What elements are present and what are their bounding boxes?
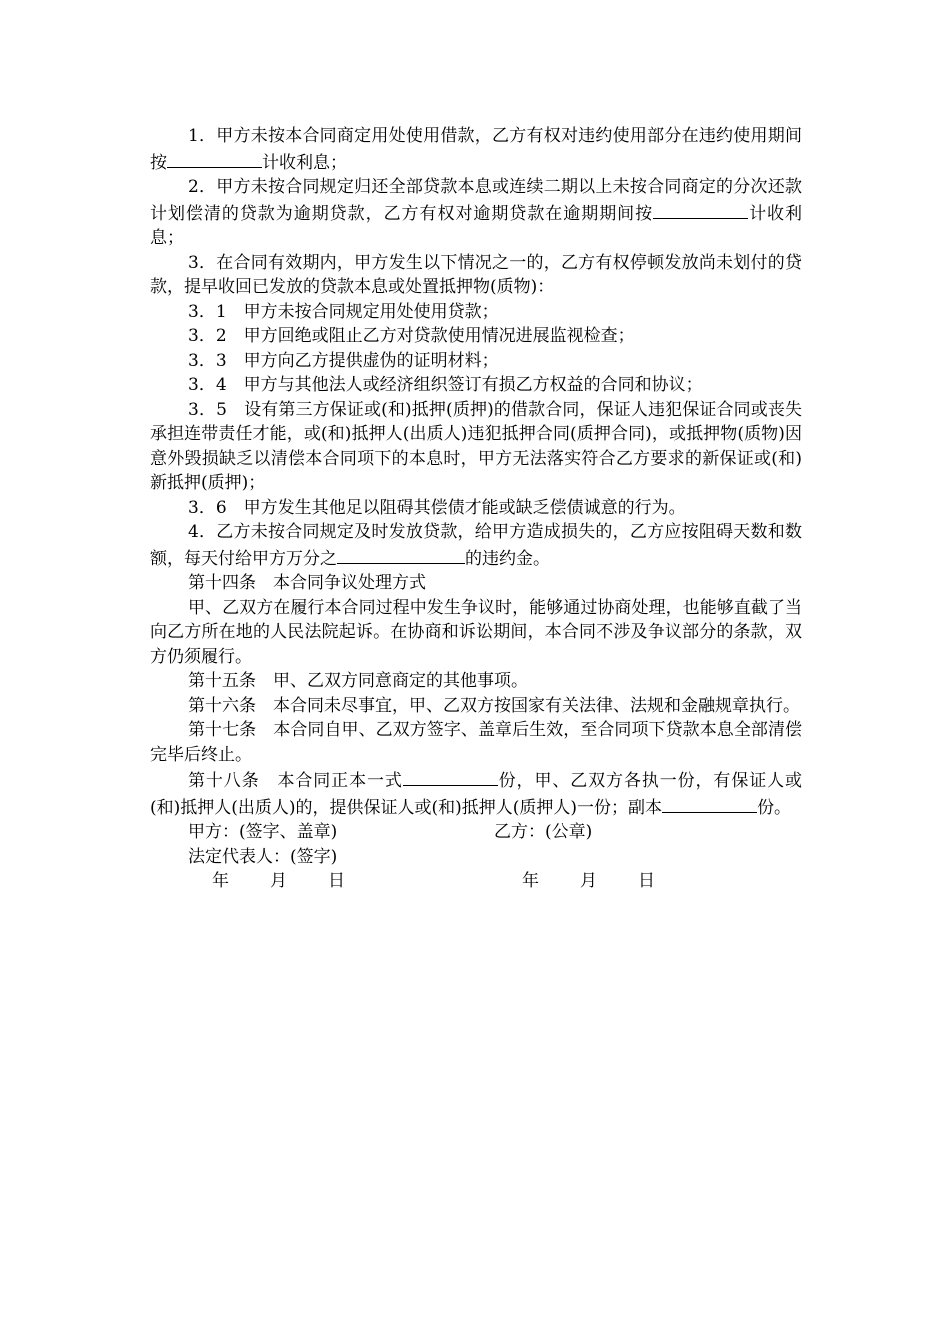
date-a-month: 月 — [270, 871, 287, 891]
date-b-year: 年 — [522, 871, 539, 891]
clause-2-tail: 计收利息； — [150, 203, 803, 248]
clause-3-2: 3．2 甲方回绝或阻止乙方对贷款使用情况进展监视检查； — [188, 326, 635, 346]
article-14-title: 第十四条 本合同争议处理方式 — [188, 573, 426, 593]
clause-3-3: 3．3 甲方向乙方提供虚伪的证明材料； — [188, 350, 499, 371]
date-a-day: 日 — [328, 871, 345, 891]
clause-3-6: 3．6 甲方发生其他足以阻碍其偿债才能或缺乏偿债诚意的行为。 — [188, 497, 686, 518]
clause-1-tail: 计收利息； — [262, 152, 347, 173]
legal-rep-row — [150, 845, 802, 870]
date-b-day: 日 — [638, 871, 655, 891]
article-17: 第十七条 本合同自甲、乙双方签字、盖章后生效，至合同项下贷款本息全部清偿完毕后终止。 — [150, 720, 802, 765]
penalty-blank — [337, 545, 465, 564]
legal-representative: 法定代表人：(签字) — [188, 846, 338, 867]
article-15: 第十五条 甲、乙双方同意商定的其他事项。 — [188, 671, 528, 691]
clause-3-1: 3．1 甲方未按合同规定用处使用贷款； — [188, 301, 499, 322]
party-b-seal: 乙方：(公章) — [494, 822, 593, 842]
contract-page — [150, 124, 802, 894]
clause-3: 3．在合同有效期内，甲方发生以下情况之一的，乙方有权停顿发放尚未划付的贷款，提早收回已发放的贷款本息或处置抵押物(质物)： — [150, 252, 802, 297]
clause-1 — [150, 124, 802, 175]
date-b-month: 月 — [580, 871, 597, 891]
rate-blank — [653, 200, 748, 219]
clause-4-text: 4．乙方未按合同规定及时发放贷款，给甲方造成损失的，乙方应按阻碍天数和数额，每天付给甲方万分之 — [150, 522, 802, 569]
party-a-signature: 甲方：(签字、盖章) — [188, 822, 338, 842]
clause-4 — [150, 520, 802, 571]
clause-4-tail: 的违约金。 — [465, 548, 550, 569]
article-14-body: 甲、乙双方在履行本合同过程中发生争议时，能够通过协商处理，也能够直截了当向乙方所在地的人民法院起诉。在协商和诉讼期间，本合同不涉及争议部分的条款，双方仍须履行。 — [150, 597, 802, 667]
article-18-mid: 份，甲、乙双方各执一份，有保证人或(和)抵押人(出质人)的，提供保证人或(和)抵押人(质押人)一份；副本 — [150, 771, 803, 818]
clause-3-5: 3．5 设有第三方保证或(和)抵押(质押)的借款合同，保证人违犯保证合同或丧失承担连带责任才能，或(和)抵押人(出质人)违犯抵押合同(质押合同)，或抵押物(质物)因意外毁损缺乏以清偿本合同项下的本息时，甲方无法落实符合乙方要求的新保证或(和)新抵押(质押)； — [150, 399, 802, 493]
article-16: 第十六条 本合同未尽事宜，甲、乙双方按国家有关法律、法规和金融规章执行。 — [188, 695, 800, 716]
clause-2 — [150, 175, 802, 251]
clause-1-text: 1．甲方未按本合同商定用处使用借款，乙方有权对违约使用部分在违约使用期间按 — [150, 126, 802, 173]
clause-3-4: 3．4 甲方与其他法人或经济组织签订有损乙方权益的合同和协议； — [188, 375, 703, 395]
rate-blank — [167, 149, 262, 168]
clause-2-text: 2．甲方未按合同规定归还全部贷款本息或连续二期以上未按合同商定的分次还款计划偿清的贷款为逾期贷款，乙方有权对逾期贷款在逾期期间按 — [150, 177, 802, 224]
copies-blank — [662, 794, 757, 813]
signature-row — [150, 820, 802, 845]
article-18-text: 第十八条 本合同正本一式 — [188, 771, 403, 791]
date-row — [150, 869, 802, 894]
copies-blank — [403, 767, 498, 786]
article-18-tail: 份。 — [757, 797, 792, 818]
date-a-year: 年 — [212, 871, 229, 891]
article-18 — [150, 767, 802, 820]
